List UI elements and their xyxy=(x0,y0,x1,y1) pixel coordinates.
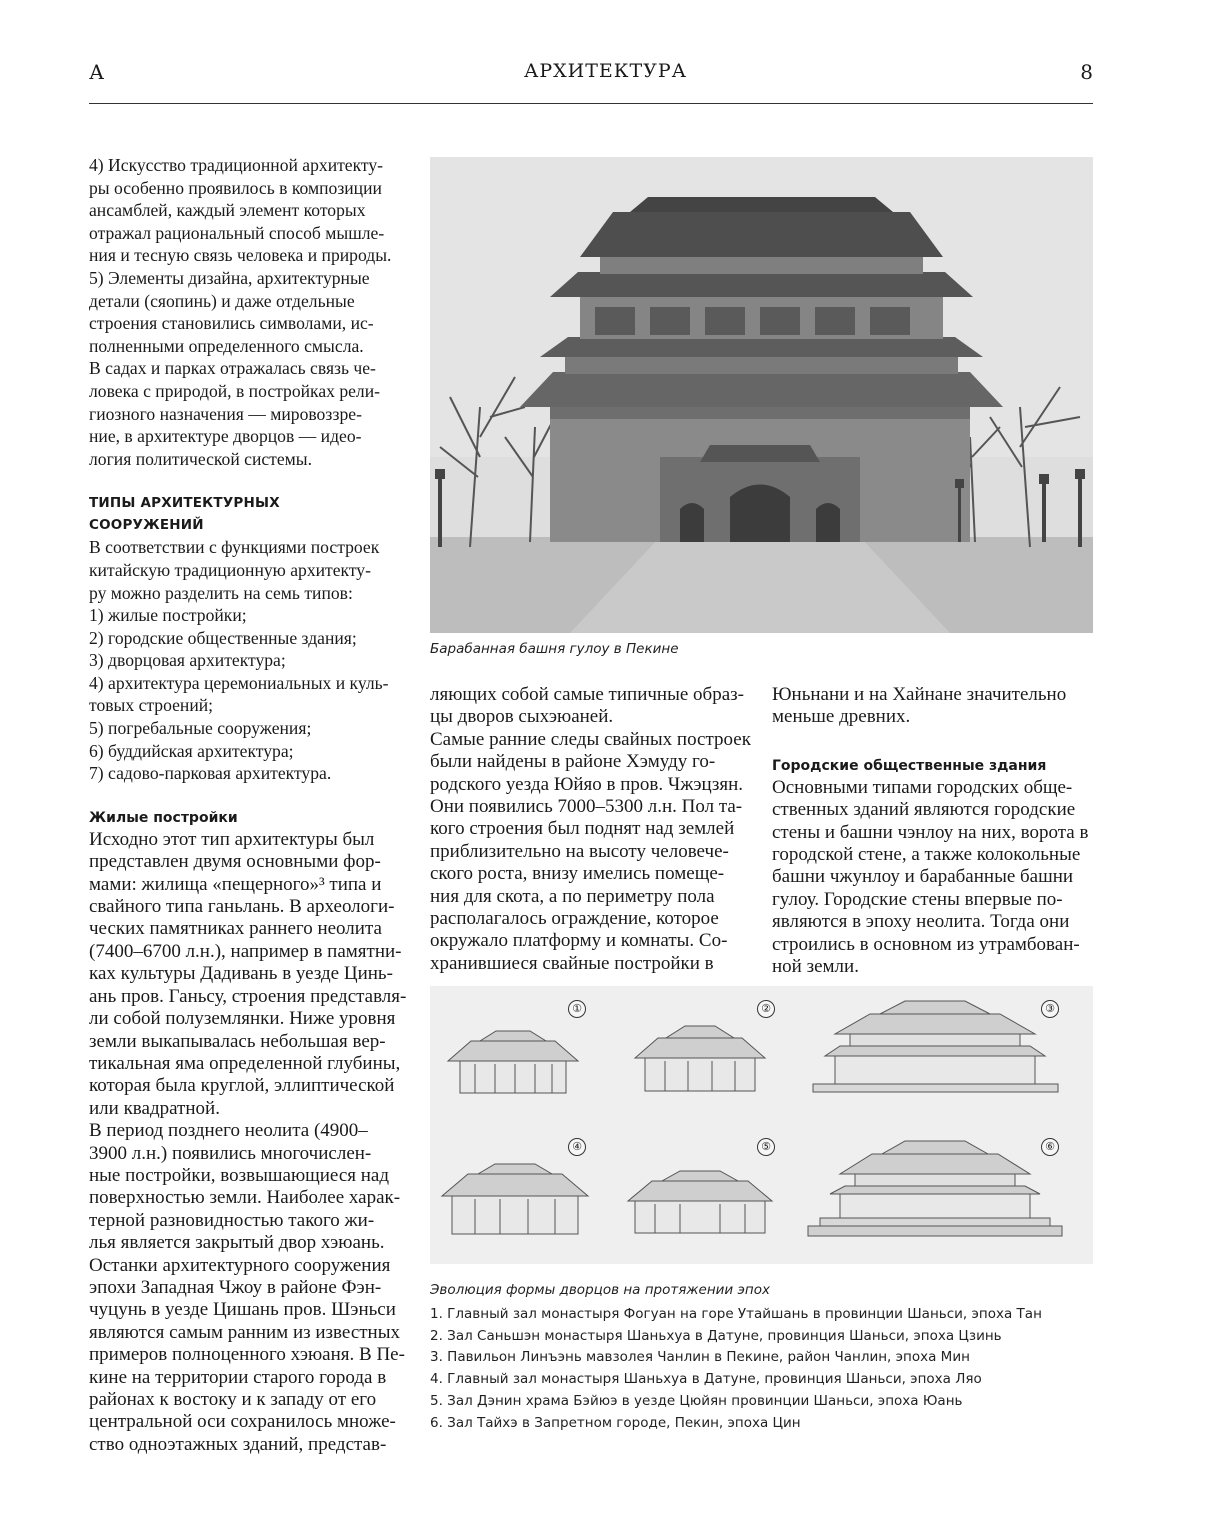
text-line: ственных зданий являются городские xyxy=(772,799,1076,821)
text-line: представлен двумя основными фор- xyxy=(89,851,381,873)
text-line: районах к востоку и к западу от его xyxy=(89,1389,377,1410)
page-number: 8 xyxy=(1080,60,1093,84)
text-line: ляющих собой самые типичные образ- xyxy=(430,684,744,705)
legend-item: 2. Зал Саньшэн монастыря Шаньхуа в Датуне, провинция Шаньси, эпоха Цзинь xyxy=(430,1327,1002,1344)
figure-number-6: ⑥ xyxy=(1041,1138,1059,1156)
figure-caption: Эволюция формы дворцов на протяжении эпох xyxy=(430,1282,770,1298)
palace-drawing-3 xyxy=(813,1001,1058,1092)
text-line: детали (сяопинь) и даже отдельные xyxy=(89,290,355,311)
text-line: эпохи Западная Чжоу в районе Фэн- xyxy=(89,1276,382,1298)
text-line: ство одноэтажных зданий, представ- xyxy=(89,1433,387,1455)
heading-line: СООРУЖЕНИЙ xyxy=(89,517,204,534)
palace-drawing-1 xyxy=(448,1031,578,1093)
text-line: окружало платформу и комнаты. Со- xyxy=(430,930,728,952)
text-line: ру можно разделить на семь типов: xyxy=(89,582,353,603)
list-item: товых строений; xyxy=(89,695,214,716)
figure-number-3: ③ xyxy=(1041,1000,1059,1018)
text-line: ловека с природой, в постройках рели- xyxy=(89,380,380,401)
text-line: ань пров. Ганьсу, строения представля- xyxy=(89,985,407,1007)
text-line: ные постройки, возвышающиеся над xyxy=(89,1164,390,1186)
header-section-letter: А xyxy=(89,60,105,84)
types-list xyxy=(89,536,410,785)
list-item: 1) жилые постройки; xyxy=(89,605,247,626)
legend-item: 4. Главный зал монастыря Шаньхуа в Датуне, провинция Шаньси, эпоха Ляо xyxy=(430,1371,982,1388)
column-3 xyxy=(772,684,1093,978)
palace-drawing-5 xyxy=(628,1171,772,1233)
list-item: 6) буддийская архитектура; xyxy=(89,740,294,761)
text-line: ли собой полуземлянки. Ниже уровня xyxy=(89,1008,396,1030)
text-line: ры особенно проявилось в композиции xyxy=(89,177,382,198)
legend-item: 1. Главный зал монастыря Фогуан на горе Утайшань в провинции Шаньси, эпоха Тан xyxy=(430,1306,1042,1322)
text-line: В соответствии с функциями построек xyxy=(89,537,380,558)
text-line: терной разновидностью такого жи- xyxy=(89,1209,375,1231)
palace-evolution-figure xyxy=(430,986,1093,1264)
text-line: Юньнани и на Хайнане значительно xyxy=(772,684,1067,705)
text-line: китайскую традиционную архитекту- xyxy=(89,559,371,580)
text-line: кине на территории старого города в xyxy=(89,1366,387,1388)
text-line: мами: жилища «пещерного»³ типа и xyxy=(89,873,382,895)
figure-number-5: ⑤ xyxy=(757,1138,775,1156)
text-line: земли выкапывалась небольшая вер- xyxy=(89,1030,386,1052)
residential-paragraphs xyxy=(89,829,410,1456)
text-line: гиозного назначения — мировоззре- xyxy=(89,403,362,424)
legend-item: 6. Зал Тайхэ в Запретном городе, Пекин, эпоха Цин xyxy=(430,1414,801,1431)
text-line: 3900 л.н.) появились многочислен- xyxy=(89,1142,372,1164)
text-line: Исходно этот тип архитектуры был xyxy=(89,828,375,850)
drum-tower-illustration xyxy=(430,157,1093,633)
text-line: кого строения был поднят над землей xyxy=(430,818,735,840)
figure-legend xyxy=(430,1304,1042,1434)
text-line: ансамблей, каждый элемент которых xyxy=(89,200,366,221)
column-1 xyxy=(89,154,410,1456)
text-line: Самые ранние следы свайных построек xyxy=(430,728,751,750)
text-line: ние, в архитектуре дворцов — идео- xyxy=(89,426,362,447)
text-line: ках культуры Дадивань в уезде Цинь- xyxy=(89,963,393,985)
section-heading-public-buildings: Городские общественные здания xyxy=(772,757,1047,774)
text-line: или квадратной. xyxy=(89,1097,220,1119)
text-line: были найдены в районе Хэмуду го- xyxy=(430,751,716,773)
text-line: ния для скота, а по периметру пола xyxy=(430,885,715,907)
text-line: лья является закрытый двор хэюань. xyxy=(89,1232,385,1254)
text-line: Они появились 7000–5300 л.н. Пол та- xyxy=(430,796,743,818)
text-line: родского уезда Юйяо в пров. Чжэцзян. xyxy=(430,773,744,795)
text-line: приблизительно на высоту человече- xyxy=(430,840,729,862)
text-line: которая была круглой, эллиптической xyxy=(89,1075,395,1097)
column-2 xyxy=(430,684,753,975)
text-line: Останки архитектурного сооружения xyxy=(89,1254,391,1276)
list-item: 4) архитектура церемониальных и куль- xyxy=(89,672,389,693)
list-item: 3) дворцовая архитектура; xyxy=(89,650,286,671)
text-line: ческих памятниках раннего неолита xyxy=(89,918,382,940)
list-item: 7) садово-парковая архитектура. xyxy=(89,763,332,784)
palace-drawing-6 xyxy=(808,1141,1062,1236)
text-line: строились в основном из утрамбован- xyxy=(772,933,1080,955)
text-line: свайного типа ганьлань. В археологи- xyxy=(89,896,395,918)
legend-item: 3. Павильон Линъэнь мавзолея Чанлин в Пекине, район Чанлин, эпоха Мин xyxy=(430,1349,970,1366)
list-item: 2) городские общественные здания; xyxy=(89,627,357,648)
text-line: хранившиеся свайные постройки в xyxy=(430,952,714,974)
text-line: городской стене, а также колокольные xyxy=(772,844,1081,866)
text-line: ского роста, внизу имелись помеще- xyxy=(430,863,725,885)
text-line: отражал рациональный способ мышле- xyxy=(89,222,385,243)
heading-line: ТИПЫ АРХИТЕКТУРНЫХ xyxy=(89,495,280,512)
text-line: меньше древних. xyxy=(772,706,911,728)
text-line: поверхностью земли. Наиболее харак- xyxy=(89,1187,401,1209)
text-line: цы дворов сыхэюаней. xyxy=(430,706,614,728)
text-line: полненными определенного смысла. xyxy=(89,335,364,356)
figure-number-4: ④ xyxy=(568,1138,586,1156)
intro-paragraph xyxy=(89,154,410,470)
legend-item: 5. Зал Дэнин храма Бэйюэ в уезде Цюйян провинции Шаньси, эпоха Юань xyxy=(430,1392,963,1409)
text-line: логия политической системы. xyxy=(89,448,313,469)
text-line: башни чжунлоу и барабанные башни xyxy=(772,866,1074,888)
palace-drawing-2 xyxy=(635,1026,765,1091)
text-line: располагалось ограждение, которое xyxy=(430,908,719,930)
header-rule xyxy=(89,103,1093,104)
figure-number-2: ② xyxy=(757,1000,775,1018)
text-line: чуцунь в уезде Цишань пров. Шэньси xyxy=(89,1299,396,1321)
text-line: В садах и парках отражалась связь че- xyxy=(89,358,376,379)
text-line: стены и башни чэнлоу на них, ворота в xyxy=(772,821,1089,843)
text-line: 4) Искусство традиционной архитекту- xyxy=(89,155,384,175)
text-line: 5) Элементы дизайна, архитектурные xyxy=(89,267,370,288)
figure-number-1: ① xyxy=(568,1000,586,1018)
drum-tower-photo xyxy=(430,157,1093,633)
text-line: ной земли. xyxy=(772,956,859,978)
text-line: (7400–6700 л.н.), например в памятни- xyxy=(89,940,402,962)
text-line: центральной оси сохранилось множе- xyxy=(89,1411,396,1433)
section-heading-types xyxy=(89,492,410,536)
text-line: являются в эпоху неолита. Тогда они xyxy=(772,911,1070,933)
text-line: В период позднего неолита (4900– xyxy=(89,1120,368,1142)
section-heading-residential: Жилые постройки xyxy=(89,809,238,826)
list-item: 5) погребальные сооружения; xyxy=(89,718,312,739)
header-title: АРХИТЕКТУРА xyxy=(523,60,688,82)
palace-drawing-4 xyxy=(442,1164,588,1234)
palace-drawings xyxy=(430,986,1093,1264)
text-line: строения становились символами, ис- xyxy=(89,313,374,334)
text-line: Основными типами городских обще- xyxy=(772,776,1073,798)
photo-caption: Барабанная башня гулоу в Пекине xyxy=(430,641,679,657)
text-line: примеров полноценного хэюаня. В Пе- xyxy=(89,1344,405,1366)
text-line: гулоу. Городские стены впервые по- xyxy=(772,888,1063,910)
text-line: являются самым ранним из известных xyxy=(89,1321,400,1343)
text-line: ния и тесную связь человека и природы. xyxy=(89,245,392,266)
text-line: тикальная яма определенной глубины, xyxy=(89,1052,401,1074)
